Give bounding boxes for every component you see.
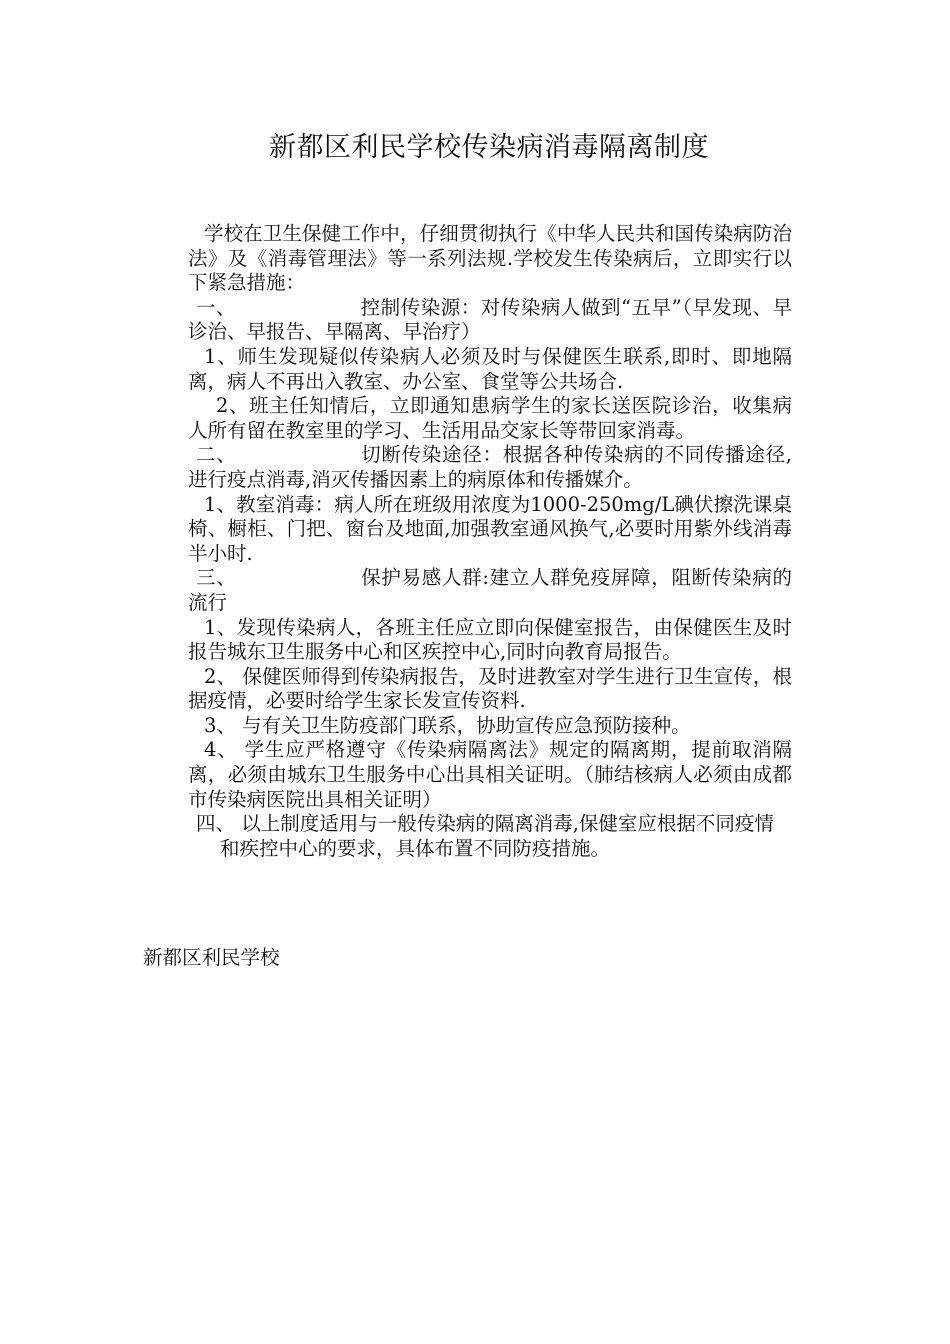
school-signature: 新都区利民学校 (143, 946, 280, 969)
section-4-paragraph: 四、 以上制度适用与一般传染病的隔离消毒,保健室应根据不同疫情和疾控中心的要求，具体布置不同防疫措施。 (196, 812, 774, 860)
document-title: 新都区利民学校传染病消毒隔离制度 (269, 132, 709, 163)
section-3-item: 4、 学生应严格遵守《传染病隔离法》规定的隔离期，提前取消隔离，必须由城东卫生服务中心出具相关证明。（肺结核病人必须由成都市传染病医院出具相关证明） (188, 738, 792, 811)
section-2-heading-text: 切断传染途径：根据各种传染病的不同传播途径,进行疫点消毒,消灭传播因素上的病原体和传播媒介。 (188, 443, 792, 491)
section-3-item: 3、 与有关卫生防疫部门联系，协助宣传应急预防接种。 (204, 713, 691, 737)
section-1-item: 2、班主任知情后，立即通知患病学生的家长送医院诊治，收集病人所有留在教室里的学习、生活用品交家长等带回家消毒。 (188, 394, 792, 442)
section-1-heading-text: 控制传染源：对传染病人做到“五早”（早发现、早诊治、早报告、早隔离、早治疗） (188, 295, 792, 344)
section-1-number: 一、 (196, 295, 237, 319)
section-3-heading (188, 566, 792, 615)
section-3-item: 2、 保健医师得到传染病报告，及时进教室对学生进行卫生宣传，根据疫情，必要时给学生家长发宣传资料. (188, 664, 792, 713)
section-2-item: 1、教室消毒：病人所在班级用浓度为1000-250mg/L碘伏擦洗课桌椅、橱柜、门把、窗台及地面,加强教室通风换气,必要时用紫外线消毒半小时. (188, 492, 792, 565)
intro-paragraph: 学校在卫生保健工作中，仔细贯彻执行《中华人民共和国传染病防治法》及《消毒管理法》等一系列法规.学校发生传染病后，立即实行以下紧急措施： (188, 222, 792, 295)
section-2-heading (188, 443, 792, 492)
document-body (188, 222, 792, 861)
section-2-number: 二、 (196, 443, 237, 467)
section-1-item: 1、师生发现疑似传染病人必须及时与保健医生联系,即时、即地隔离，病人不再出入教室、办公室、食堂等公共场合. (188, 344, 792, 393)
section-3-number: 三、 (196, 566, 237, 590)
section-3-heading-text: 保护易感人群:建立人群免疫屏障，阻断传染病的流行 (188, 566, 792, 614)
section-1-heading (188, 296, 792, 345)
section-3-item: 1、发现传染病人，各班主任应立即向保健室报告，由保健医生及时报告城东卫生服务中心和区疾控中心,同时向教育局报告。 (188, 615, 792, 664)
